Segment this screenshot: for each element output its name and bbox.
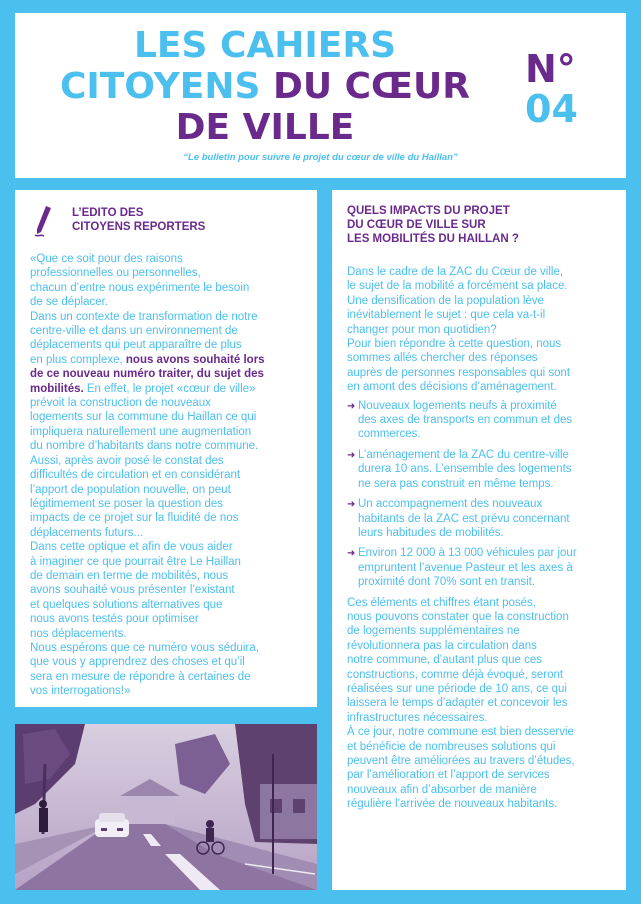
edito-title-line-2: CITOYENS REPORTERS: [72, 221, 206, 233]
tagline: “Le bulletin pour suivre le projet du cœur de ville du Haillan”: [183, 152, 458, 163]
bullet-text: Un accompagnement des nouveaux habitants de la ZAC est prévu concernant leurs habitudes de mobilités.: [358, 498, 570, 539]
impacts-outro-2: À ce jour, notre commune est bien desservie et bénéficie de nombreuses solutions qui peuvent être améliorées au travers d’études, par l’amélioration et l’apport de services nouveaux afin d’absorber de manière régulière l’arrivée de nouveaux habitants.: [347, 726, 575, 811]
issue-value: 04: [525, 87, 578, 131]
title-line-2a: CITOYENS: [59, 66, 261, 107]
title-line-3: DE VILLE: [175, 107, 355, 148]
impacts-title-line-2: DU CŒUR DE VILLE SUR: [347, 219, 486, 231]
impacts-panel: [332, 190, 626, 890]
edito-paragraph-3: Nous espérons que ce numéro vous séduira, que vous y apprendrez des choses et qu’il sera en mesure de répondre à certaines de vos interrogations!»: [30, 641, 259, 698]
impacts-bullet: [347, 546, 612, 589]
issue-number: [525, 49, 605, 129]
impacts-title: [347, 204, 612, 246]
arrow-icon: ➜: [347, 449, 356, 461]
edito-paragraph-2: Dans cette optique et afin de vous aider à imaginer ce que pourrait être Le Haillan de demain en terme de mobilités, nous avons souhaité vous présenter l’existant et quelques solutions alternatives que nous avons testés pour optimiser nos déplacements.: [30, 541, 241, 640]
bullet-text: Environ 12 000 à 13 000 véhicules par jour empruntent l’avenue Pasteur et les axes à proximité dont 70% sont en transit.: [358, 547, 577, 589]
arrow-icon: ➜: [347, 499, 356, 511]
edito-p1-bold: nous avons souhaité lors de ce nouveau numéro traiter, du sujet des mobilités.: [30, 353, 265, 395]
pen-icon: [32, 204, 54, 238]
impacts-bullet: [347, 399, 612, 442]
arrow-icon: ➜: [347, 400, 356, 412]
arrow-icon: ➜: [347, 548, 356, 560]
impacts-bullet: [347, 497, 612, 540]
edito-panel: [15, 190, 317, 707]
street-photo: [15, 724, 317, 890]
edito-title: [72, 206, 205, 234]
edito-paragraph-1: [30, 252, 303, 540]
edito-title-line-1: L’EDITO DES: [72, 207, 144, 219]
bullet-text: Nouveaux logements neufs à proximité des axes de transports en commun et des commerces.: [358, 399, 573, 441]
newsletter-title: [15, 25, 515, 148]
impacts-bullet-list: [347, 399, 612, 590]
edito-header: [30, 204, 303, 252]
edito-body: [30, 252, 303, 699]
edito-p1-text: «Que ce soit pour des raisons professionnelles ou personnelles, chacun d’entre nous expérimente le besoin de se déplacer. Dans un contexte de transformation de notre centre-ville et dans un environnement de déplacements qui peut apparaître de plus en plus complexe,: [30, 253, 258, 366]
title-line-2b: DU CŒUR: [272, 66, 470, 107]
title-line-1: LES CAHIERS: [133, 25, 397, 66]
impacts-title-line-1: QUELS IMPACTS DU PROJET: [347, 205, 510, 217]
title-line-2: [15, 66, 515, 107]
edito-p1-end: En effet, le projet «cœur de ville» prévoit la construction de nouveaux logements sur la commune du Haillan ce qui impliquera naturellement une augmentation du nombre d’habitants dans notre commune. Aussi, après avoir posé le constat des difficultés de circulation et en considérant l’apport de population nouvelle, on peut légitimement se poser la question des impacts de ce projet sur la fluidité de nos déplacements futurs...: [30, 382, 259, 539]
impacts-body: [347, 265, 612, 812]
bullet-text: L’aménagement de la ZAC du centre-ville durera 10 ans. L’ensemble des logements ne sera pas construit en même temps.: [358, 448, 572, 490]
issue-label: N°: [525, 47, 576, 91]
header: [15, 13, 626, 178]
impacts-title-line-3: LES MOBILITÉS DU HAILLAN ?: [347, 233, 519, 245]
impacts-bullet: [347, 448, 612, 491]
street-scene-image: [15, 724, 317, 890]
impacts-intro: Dans le cadre de la ZAC du Cœur de ville, le sujet de la mobilité a forcément sa place. Une densification de la population lève inévitablement le sujet : que cela va-t-il changer pour mon quotidien? Pour bien répondre à cette question, nous sommes allés chercher des réponses auprès de personnes responsables qui sont en amont des décisions d’aménagement.: [347, 266, 571, 394]
impacts-outro-1: Ces éléments et chiffres étant posés, nous pouvons constater que la construction de logements supplémentaires ne révolutionnera pas la circulation dans notre commune, d’autant plus que ces constructions, comme déjà évoqué, seront réalisées sur une période de 10 ans, ce qui laissera le temps d’adapter et concevoir les infrastructures nécessaires.: [347, 596, 569, 724]
